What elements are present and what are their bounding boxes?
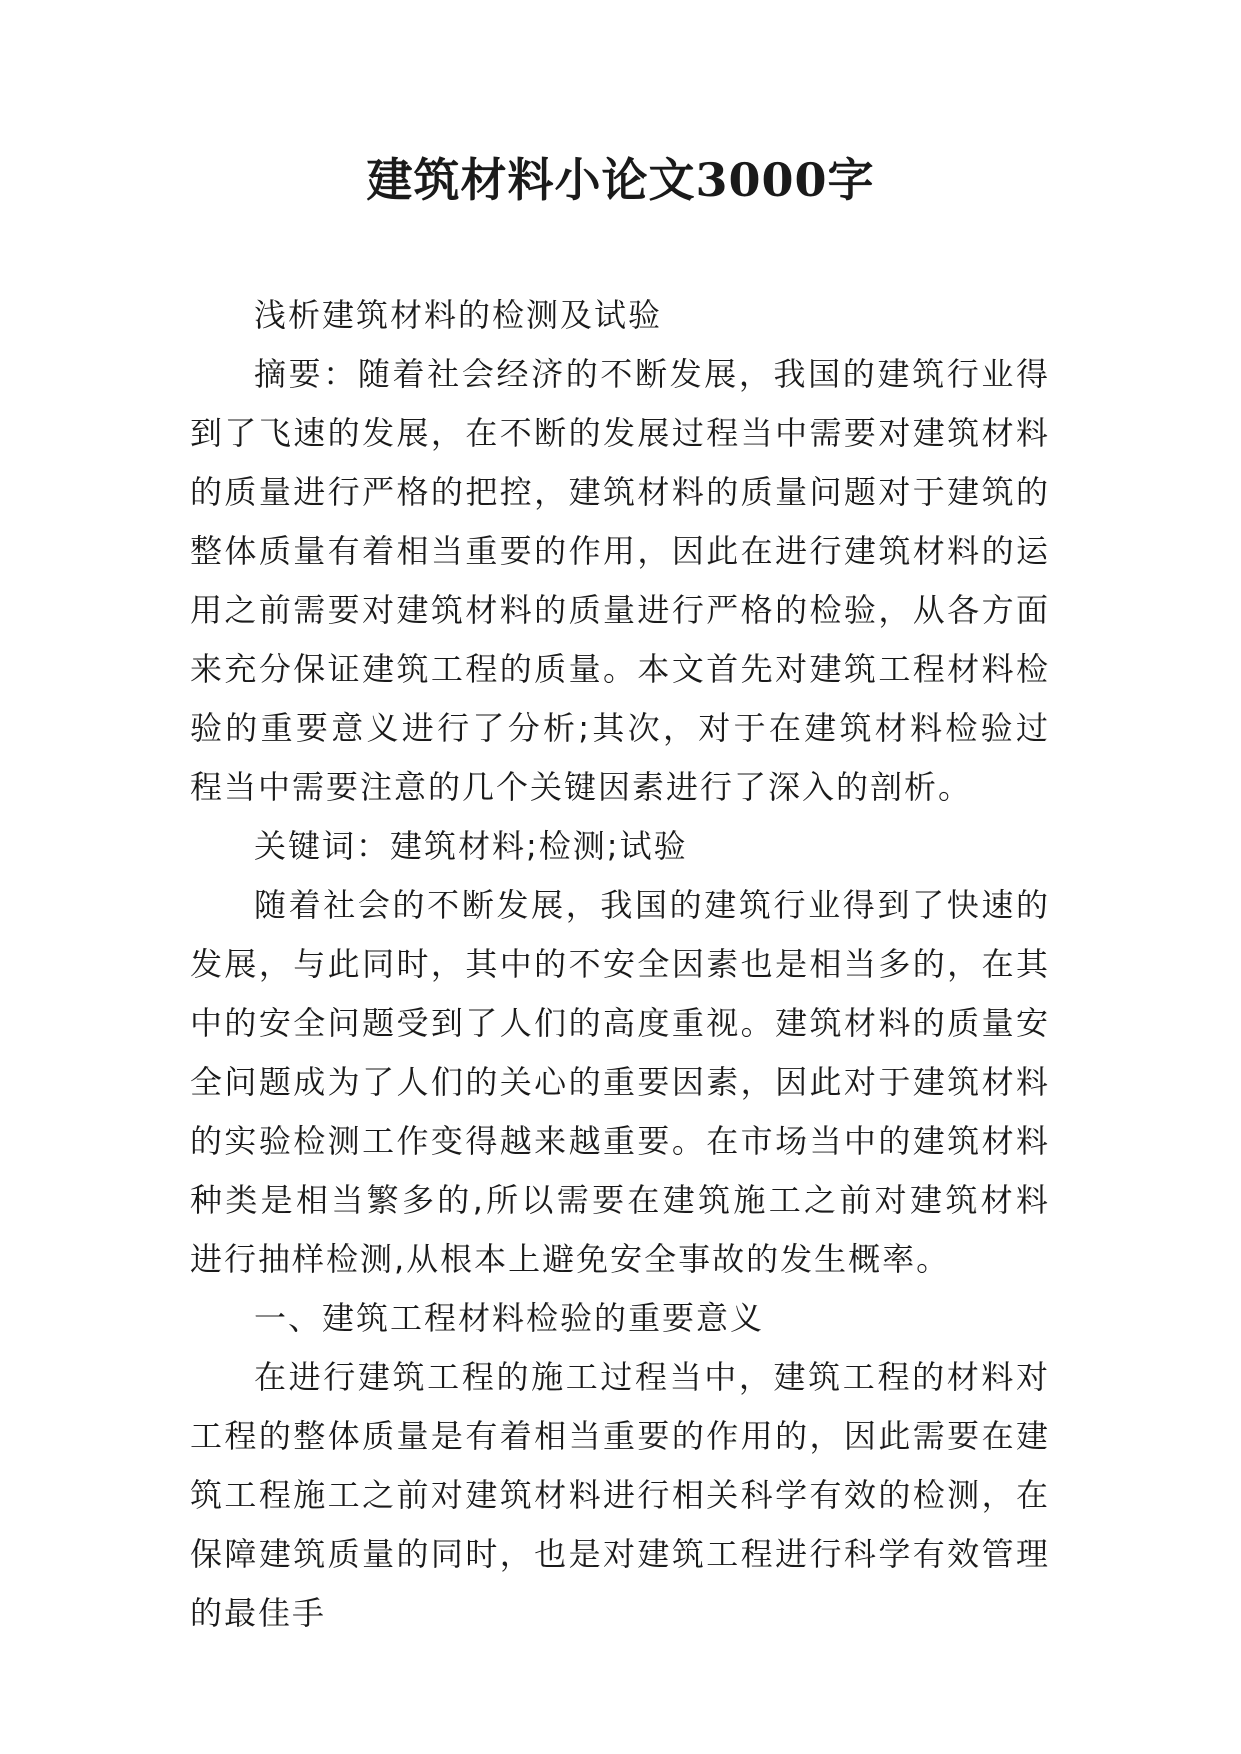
section-heading-1: 一、建筑工程材料检验的重要意义 xyxy=(254,1299,765,1337)
paragraph-keywords: 关键词：建筑材料;检测;试验 xyxy=(254,827,688,865)
paragraph-section-1: 在进行建筑工程的施工过程当中，建筑工程的材料对工程的整体质量是有着相当重要的作用的，因此需要在建筑工程施工之前对建筑材料进行相关科学有效的检测，在保障建筑质量的同时，也是对建筑工程进行科学有效管理的最佳手 xyxy=(190,1358,1050,1632)
document-body xyxy=(190,286,1050,1643)
paragraph-subtitle: 浅析建筑材料的检测及试验 xyxy=(254,296,663,334)
paragraph-intro: 随着社会的不断发展，我国的建筑行业得到了快速的发展，与此同时，其中的不安全因素也是相当多的，在其中的安全问题受到了人们的高度重视。建筑材料的质量安全问题成为了人们的关心的重要因素，因此对于建筑材料的实验检测工作变得越来越重要。在市场当中的建筑材料种类是相当繁多的,所以需要在建筑施工之前对建筑材料进行抽样检测,从根本上避免安全事故的发生概率。 xyxy=(190,886,1050,1278)
document-title: 建筑材料小论文3000字 xyxy=(366,153,875,207)
paragraph-abstract: 摘要：随着社会经济的不断发展，我国的建筑行业得到了飞速的发展，在不断的发展过程当中需要对建筑材料的质量进行严格的把控，建筑材料的质量问题对于建筑的整体质量有着相当重要的作用，因此在进行建筑材料的运用之前需要对建筑材料的质量进行严格的检验，从各方面来充分保证建筑工程的质量。本文首先对建筑工程材料检验的重要意义进行了分析;其次，对于在建筑材料检验过程当中需要注意的几个关键因素进行了深入的剖析。 xyxy=(190,355,1050,806)
